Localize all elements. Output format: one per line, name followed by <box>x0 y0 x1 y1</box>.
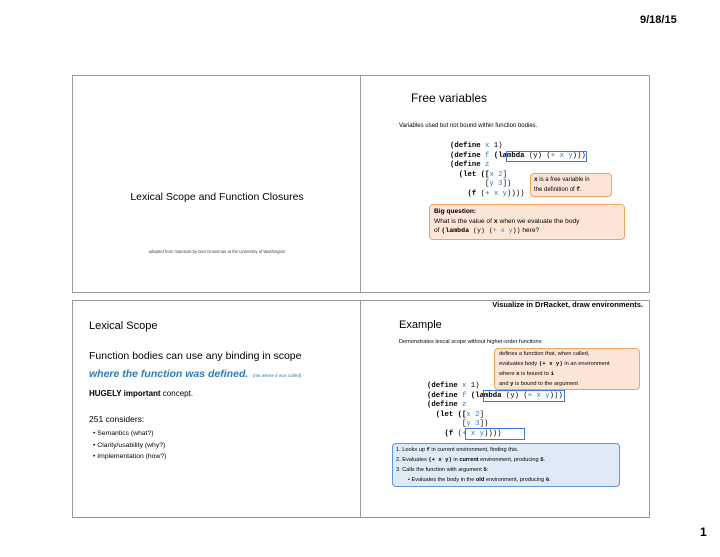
free-variable-note: x is a free variable in the definition of f. <box>530 173 612 197</box>
list-item: 2. Evaluates (+ x y) in current environment, producing 5. <box>396 456 546 463</box>
example-code: (define x 1) (define f (lambda (y) (+ x y))) (define z (let ([x 2] [y 3]) (f (+ x y)))) <box>427 382 563 438</box>
list-item: • Evaluates the body in the old environment, producing 6. <box>408 476 551 483</box>
list-item: • Semantics (what?) <box>93 430 154 437</box>
evaluation-steps-callout <box>392 443 620 487</box>
list-item: • Implementation (how?) <box>93 453 167 460</box>
slide-1 <box>72 75 362 293</box>
importance-line: HUGELY important concept. <box>89 389 194 398</box>
slide-4-title: Example <box>399 319 442 331</box>
slide-4-banner: Visualize in DrRacket, draw environments. <box>492 300 643 309</box>
page-number: 1 <box>700 525 707 539</box>
list-item: • Clarity/usability (why?) <box>93 441 166 449</box>
scope-emphasis: where the function was defined. (not where it was called) <box>89 368 302 380</box>
list-item: 3. Calls the function with argument 5: <box>396 466 489 473</box>
slide-3 <box>72 300 362 518</box>
considers-list <box>93 428 166 463</box>
slide-3-title: Lexical Scope <box>89 320 158 332</box>
lambda-highlight-box <box>483 390 565 402</box>
header-date: 9/18/15 <box>640 14 677 26</box>
lambda-highlight-box <box>506 151 587 162</box>
slide-1-credit: adapted from materials by Dan Grossman at the University of Washington <box>148 249 286 254</box>
slide-2 <box>360 75 650 293</box>
slide-2-subtitle: Variables used but not bound within function bodies. <box>399 123 538 129</box>
scope-statement: Function bodies can use any binding in scope <box>89 350 302 362</box>
considers-heading: 251 considers: <box>89 414 145 424</box>
slide-2-title: Free variables <box>411 91 488 105</box>
slide-4-subtitle: Demonstrates lexcal scope without higher-order functions: <box>399 339 543 345</box>
function-definition-callout: defines a function that, when called, evaluates body (+ x y) in an environment where x is bound to 1 and y is bound to the argument <box>494 348 640 390</box>
slide-1-title: Lexical Scope and Function Closures <box>130 191 304 203</box>
slide-4 <box>360 300 650 518</box>
call-highlight-box <box>465 428 525 440</box>
free-vars-code: (define x 1) (define f (lambda (y) (+ x y))) (define z (let ([x 2] [y 3]) (f (+ x y)))) <box>450 142 586 198</box>
big-question-box: Big question: What is the value of x when we evaluate the body of (lambda (y) (+ x y)) here? <box>429 204 625 240</box>
list-item: 1. Looks up f in current environment, finding this. <box>396 446 519 453</box>
